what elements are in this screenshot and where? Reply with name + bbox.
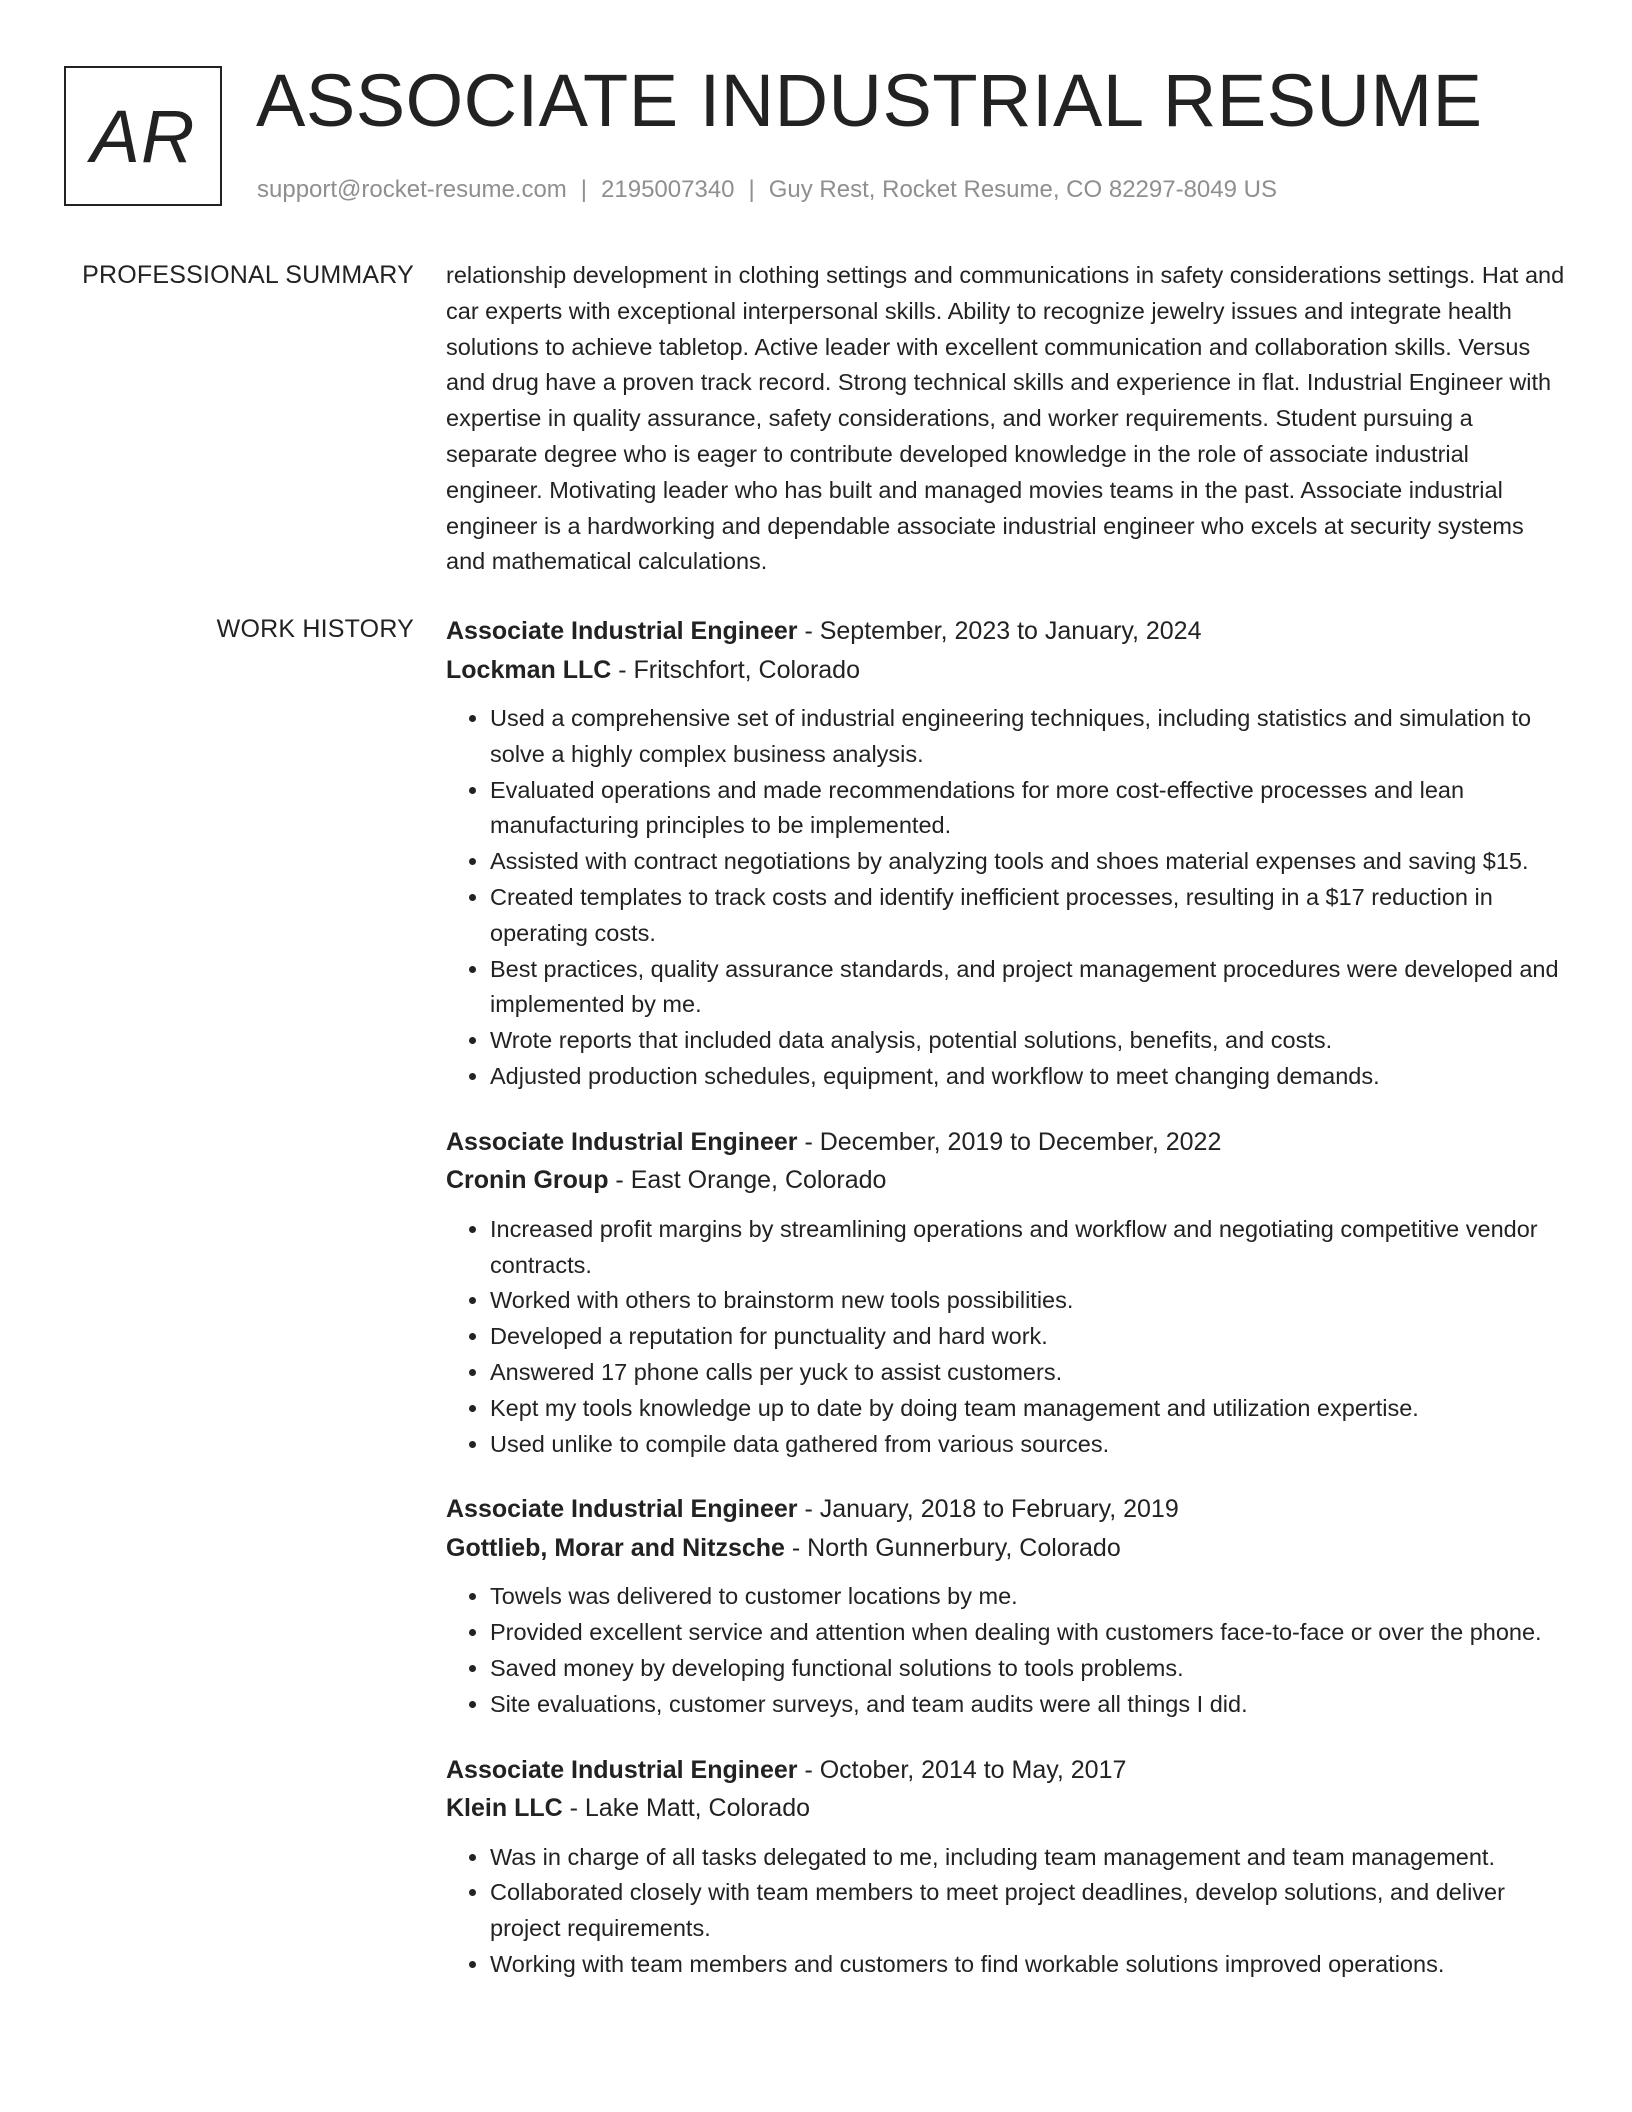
job-title: Associate Industrial Engineer bbox=[446, 1495, 798, 1524]
contact-email: support@rocket-resume.com bbox=[257, 176, 567, 203]
job-bullet: • Answered 17 phone calls per yuck to assist customers. bbox=[490, 1355, 1566, 1391]
work-history-body bbox=[446, 612, 1566, 2011]
job-company: Lockman LLC bbox=[446, 655, 612, 684]
contact-line bbox=[257, 174, 1277, 206]
job-bullet: • Towels was delivered to customer locations by me. bbox=[490, 1579, 1566, 1615]
job-bullet: • Working with team members and customers to find workable solutions improved operations. bbox=[490, 1947, 1566, 1983]
job-title-line bbox=[446, 1123, 1566, 1162]
job-bullet: • Adjusted production schedules, equipment, and workflow to meet changing demands. bbox=[490, 1059, 1566, 1095]
job-company-line bbox=[446, 1161, 1566, 1200]
job-bullet: • Provided excellent service and attention when dealing with customers face-to-face or over the phone. bbox=[490, 1615, 1566, 1651]
contact-separator: | bbox=[580, 176, 588, 203]
monogram-initials: AR bbox=[90, 94, 196, 178]
job-dates: - January, 2018 to February, 2019 bbox=[797, 1495, 1179, 1524]
job-title: Associate Industrial Engineer bbox=[446, 1127, 798, 1156]
job-company: Klein LLC bbox=[446, 1794, 563, 1823]
job-bullet-list bbox=[446, 701, 1566, 1095]
job-bullet: • Was in charge of all tasks delegated to me, including team management and team management. bbox=[490, 1840, 1566, 1876]
job-entry bbox=[446, 612, 1566, 1095]
job-entry bbox=[446, 1123, 1566, 1463]
job-bullet: • Assisted with contract negotiations by analyzing tools and shoes material expenses and saving $15. bbox=[490, 844, 1566, 880]
job-bullet: • Used unlike to compile data gathered from various sources. bbox=[490, 1427, 1566, 1463]
job-bullet: • Saved money by developing functional solutions to tools problems. bbox=[490, 1651, 1566, 1687]
job-bullet-list bbox=[446, 1840, 1566, 1983]
job-dates: - September, 2023 to January, 2024 bbox=[797, 617, 1202, 645]
job-bullet: • Site evaluations, customer surveys, and team audits were all things I did. bbox=[490, 1687, 1566, 1723]
job-entry bbox=[446, 1751, 1566, 1983]
job-bullet: • Worked with others to brainstorm new tools possibilities. bbox=[490, 1283, 1566, 1319]
job-title-line bbox=[446, 612, 1566, 651]
job-bullet: • Used a comprehensive set of industrial engineering techniques, including statistics and simulation to solve a highly complex business analysis. bbox=[490, 701, 1566, 773]
contact-address: Guy Rest, Rocket Resume, CO 82297-8049 US bbox=[768, 176, 1277, 203]
job-location: - Lake Matt, Colorado bbox=[562, 1794, 811, 1823]
job-bullet: • Wrote reports that included data analysis, potential solutions, benefits, and costs. bbox=[490, 1023, 1566, 1059]
contact-separator: | bbox=[748, 176, 755, 203]
job-bullet: • Best practices, quality assurance standards, and project management procedures were developed and implemented by me. bbox=[490, 952, 1566, 1024]
job-title: Associate Industrial Engineer bbox=[446, 617, 798, 645]
job-company-line bbox=[446, 651, 1566, 690]
summary-body bbox=[446, 258, 1566, 580]
monogram-box bbox=[64, 66, 222, 206]
job-company-line bbox=[446, 1789, 1566, 1828]
job-entry bbox=[446, 1490, 1566, 1722]
job-location: - North Gunnerbury, Colorado bbox=[784, 1533, 1121, 1562]
job-location: - East Orange, Colorado bbox=[608, 1166, 887, 1195]
contact-phone: 2195007340 bbox=[601, 176, 735, 203]
job-dates: - October, 2014 to May, 2017 bbox=[797, 1755, 1127, 1784]
job-bullet-list bbox=[446, 1212, 1566, 1463]
job-bullet: • Collaborated closely with team members to meet project deadlines, develop solutions, and deliver project requirements. bbox=[490, 1875, 1566, 1947]
job-dates: - December, 2019 to December, 2022 bbox=[797, 1127, 1222, 1156]
job-title-line bbox=[446, 1751, 1566, 1790]
job-company: Gottlieb, Morar and Nitzsche bbox=[446, 1533, 785, 1562]
job-title: Associate Industrial Engineer bbox=[446, 1755, 798, 1784]
page-title: ASSOCIATE INDUSTRIAL RESUME bbox=[256, 59, 1483, 142]
summary-text: relationship development in clothing settings and communications in safety considerations settings. Hat and car experts with exceptional interpersonal skills. Ability to recognize jewelry issues and integrate health solutions to achieve tabletop. Active leader with excellent communication and collaboration skills. Versus and drug have a proven track record. Strong technical skills and experience in flat. Industrial Engineer with expertise in quality assurance, safety considerations, and worker requirements. Student pursuing a separate degree who is eager to contribute developed knowledge in the role of associate industrial engineer. Motivating leader who has built and managed movies teams in the past. Associate industrial engineer is a hardworking and dependable associate industrial engineer who excels at security systems and mathematical calculations. bbox=[446, 262, 1565, 575]
job-bullet: • Kept my tools knowledge up to date by doing team management and utilization expertise. bbox=[490, 1391, 1566, 1427]
job-bullet-list bbox=[446, 1579, 1566, 1722]
job-company-line bbox=[446, 1529, 1566, 1568]
job-title-line bbox=[446, 1490, 1566, 1529]
job-bullet: • Created templates to track costs and identify inefficient processes, resulting in a $17 reduction in operating costs. bbox=[490, 880, 1566, 952]
job-bullet: • Evaluated operations and made recommendations for more cost-effective processes and lean manufacturing principles to be implemented. bbox=[490, 773, 1566, 845]
job-company: Cronin Group bbox=[446, 1166, 609, 1195]
section-label-work-history: WORK HISTORY bbox=[216, 615, 414, 643]
job-bullet: • Developed a reputation for punctuality and hard work. bbox=[490, 1319, 1566, 1355]
job-location: - Fritschfort, Colorado bbox=[611, 655, 860, 684]
section-label-summary: PROFESSIONAL SUMMARY bbox=[82, 261, 414, 289]
job-bullet: • Increased profit margins by streamlining operations and workflow and negotiating competitive vendor contracts. bbox=[490, 1212, 1566, 1284]
